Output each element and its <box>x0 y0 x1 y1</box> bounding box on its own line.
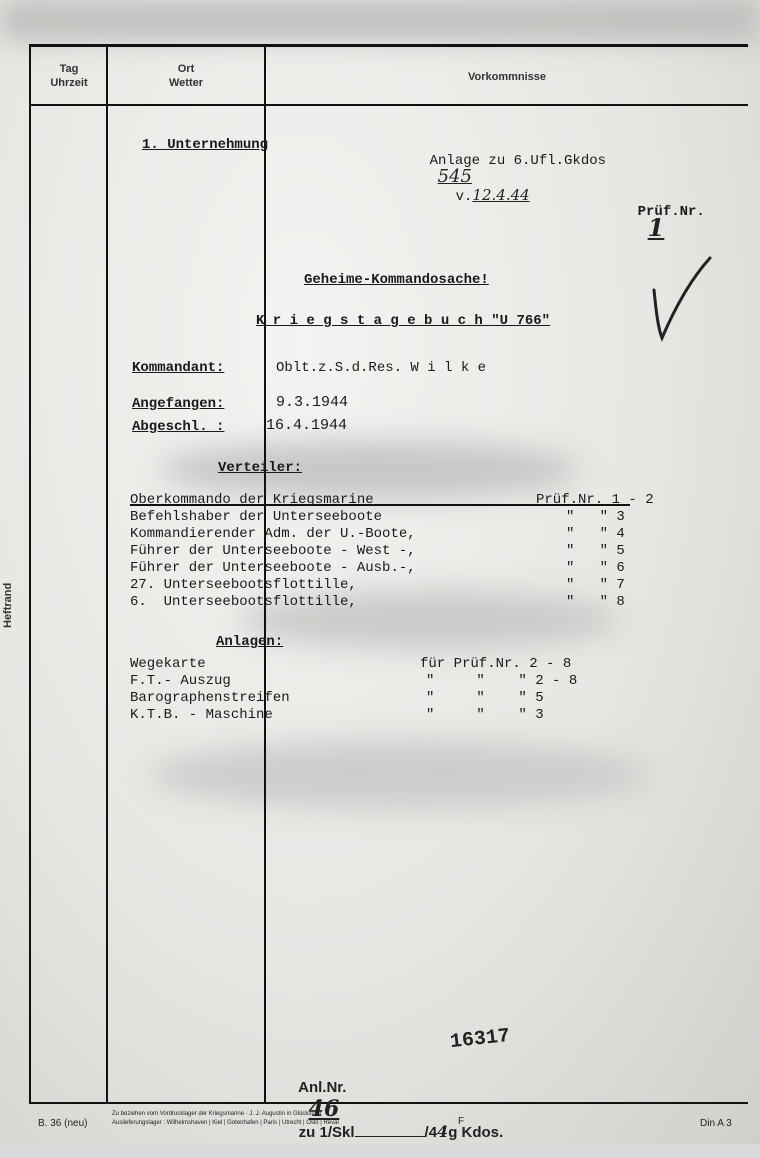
header-col-tag <box>32 62 106 90</box>
verteiler-ref: " " 3 <box>566 509 625 525</box>
verteiler-ref: " " 4 <box>566 526 625 542</box>
angefangen-label: Angefangen: <box>132 396 225 412</box>
abgeschlossen-value: 16.4.1944 <box>266 417 348 434</box>
verteiler-ref: Prüf.Nr. 1 - 2 <box>536 492 654 508</box>
pruef-label: Prüf.Nr. <box>637 204 705 220</box>
header-wetter-label: Wetter <box>168 77 204 89</box>
angefangen-value: 9.3.1944 <box>276 394 349 411</box>
slash-part: /4 <box>424 1124 438 1141</box>
anlage-date: 12.4.44 <box>472 186 530 204</box>
verteiler-row: Kommandierender Adm. der U.-Boote, <box>130 526 416 542</box>
anlagen-ref: " " " 2 - 8 <box>426 673 578 689</box>
anlagen-ref: " " " 3 <box>426 707 544 723</box>
verteiler-ref: " " 7 <box>566 577 625 593</box>
anlagen-ref: für Prüf.Nr. 2 - 8 <box>420 656 572 672</box>
kriegstagebuch-title: K r i e g s t a g e b u c h "U 766" <box>256 313 551 329</box>
unternehmung-label: 1. Unternehmung <box>142 137 269 153</box>
anlage-date-prefix: v. <box>455 189 473 205</box>
stamp-number: 16317 <box>448 1024 512 1055</box>
pruef-number: 1 <box>647 213 665 242</box>
verteiler-name: Oberkommando der Kriegsmarine <box>130 492 374 508</box>
secret-heading: Geheime-Kommandosache! <box>304 272 489 288</box>
anl-nr-number: 46 <box>308 1096 340 1122</box>
heftrand-label: Heftrand <box>2 582 14 628</box>
header-bottom-rule <box>30 104 748 106</box>
header-tag-label: Tag <box>59 63 79 75</box>
printer-line-1: Zu beziehen vom Vordrucklager der Kriegsmarine · J. J. Augustin in Glückstadt <box>112 1111 322 1117</box>
zu-skl-label: zu 1/Skl <box>298 1124 355 1141</box>
scan-shadow-top <box>0 0 760 40</box>
anlagen-row: F.T.- Auszug <box>130 673 231 689</box>
header-ort-label: Ort <box>177 63 195 75</box>
verteiler-heading: Verteiler: <box>218 460 303 476</box>
form-number: B. 36 (neu) <box>38 1118 88 1129</box>
anlagen-heading: Anlagen: <box>216 634 284 650</box>
header-col-ort <box>108 62 264 90</box>
anlagen-row: Wegekarte <box>130 656 206 672</box>
anlagen-row: K.T.B. - Maschine <box>130 707 273 723</box>
verteiler-row: 6. Unterseebootsflottille, <box>130 594 357 610</box>
kommandant-label: Kommandant: <box>132 360 225 376</box>
verteiler-row: Führer der Unterseeboote - West -, <box>130 543 416 559</box>
column-rule-1 <box>106 44 108 1104</box>
anl-nr-label: Anl.Nr. <box>298 1079 347 1096</box>
paper-size: Din A 3 <box>700 1118 732 1129</box>
table-top-rule <box>30 44 748 47</box>
header-vorkommnisse-label: Vorkommnisse <box>467 71 547 83</box>
printer-line-2: Auslieferungslager : Wilhelmshaven | Kiel | Gotenhafen | Paris | Utrecht | Oslo | Reval <box>112 1120 339 1126</box>
verteiler-row <box>130 492 374 509</box>
anlage-number: 545 <box>437 166 472 187</box>
anlage-prefix: Anlage zu 6.Ufl.Gkdos <box>429 153 607 169</box>
scan-smudge <box>150 740 650 810</box>
verteiler-ref: " " 8 <box>566 594 625 610</box>
column-rule-left <box>29 44 31 1104</box>
verteiler-row: 27. Unterseebootsflottille, <box>130 577 357 593</box>
abgeschlossen-label: Abgeschl. : <box>132 419 225 435</box>
header-uhrzeit-label: Uhrzeit <box>50 77 88 89</box>
verteiler-ref: " " 6 <box>566 560 625 576</box>
hand-digit: 4 <box>437 1122 449 1141</box>
anlagen-row: Barographenstreifen <box>130 690 290 706</box>
printer-mark: F <box>458 1116 465 1127</box>
g-kdos-label: g Kdos. <box>448 1124 504 1141</box>
anlagen-ref: " " " 5 <box>426 690 544 706</box>
pruef-nr <box>604 188 705 257</box>
verteiler-row: Führer der Unterseeboote - Ausb.-, <box>130 560 416 576</box>
kommandant-value: Oblt.z.S.d.Res. W i l k e <box>276 360 487 376</box>
verteiler-row: Befehlshaber der Unterseeboote <box>130 509 383 525</box>
verteiler-ref: " " 5 <box>566 543 625 559</box>
checkmark-icon <box>640 250 720 350</box>
anlage-reference <box>396 137 606 221</box>
